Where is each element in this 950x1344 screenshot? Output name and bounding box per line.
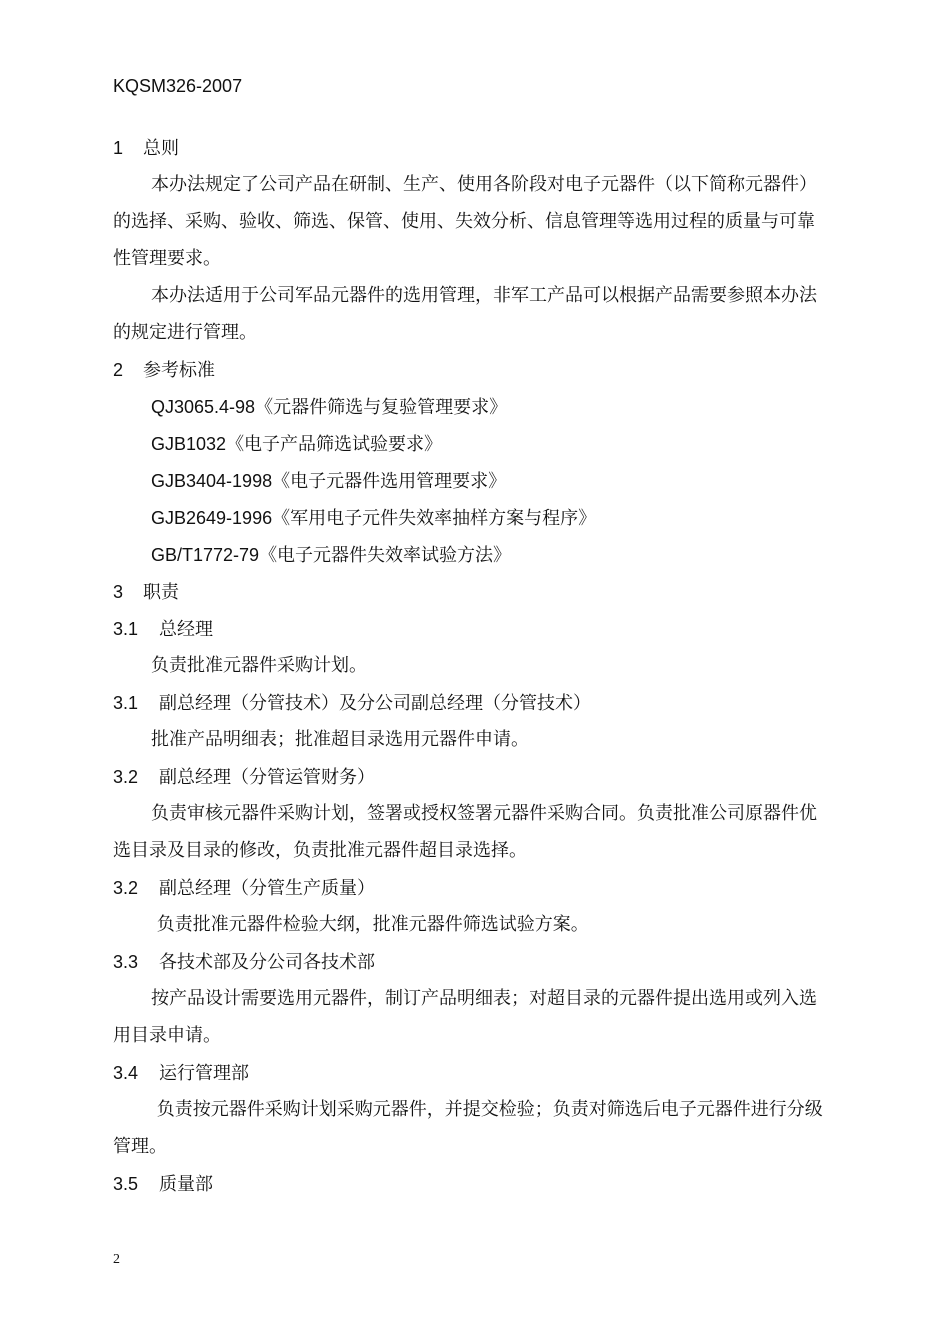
paragraph-line: 本办法适用于公司军品元器件的选用管理，非军工产品可以根据产品需要参照本办法 [151, 285, 817, 306]
section-title: 职责 [143, 582, 179, 603]
page-number: 2 [113, 1252, 120, 1267]
subsection-heading [113, 1170, 863, 1207]
section-heading [113, 356, 863, 393]
subsection-number: 3.4 [113, 1063, 139, 1083]
reference-title: 《电子元器件选用管理要求》 [272, 471, 507, 492]
subsection-number: 3.3 [113, 952, 139, 972]
paragraph-line: 负责批准元器件检验大纲，批准元器件筛选试验方案。 [151, 914, 589, 935]
reference-item [113, 393, 863, 430]
subsection-number: 3.1 [113, 693, 139, 713]
subsection-heading [113, 1059, 863, 1096]
section-number: 3 [113, 582, 124, 602]
reference-code: GJB1032 [151, 434, 227, 454]
reference-title: 《电子产品筛选试验要求》 [226, 434, 443, 455]
section-number: 1 [113, 138, 124, 158]
subsection-heading [113, 689, 863, 726]
reference-title: 《电子元器件失效率试验方法》 [259, 545, 512, 566]
section-heading [113, 134, 863, 171]
subsection-number: 3.2 [113, 767, 139, 787]
subsection-heading [113, 874, 863, 911]
paragraph-line: 性管理要求。 [113, 248, 221, 269]
reference-code: GB/T1772-79 [151, 545, 260, 565]
reference-item [113, 430, 863, 467]
subsection-title: 运行管理部 [159, 1063, 249, 1084]
subsection-title: 总经理 [159, 619, 213, 640]
paragraph-line: 的规定进行管理。 [113, 322, 257, 343]
paragraph-line: 的选择、采购、验收、筛选、保管、使用、失效分析、信息管理等选用过程的质量与可靠 [113, 211, 815, 232]
section-title: 总则 [143, 138, 179, 159]
subsection-title: 质量部 [159, 1174, 213, 1195]
reference-code: GJB2649-1996 [151, 508, 273, 528]
subsection-title: 副总经理（分管运管财务） [159, 767, 375, 788]
reference-item [113, 467, 863, 504]
paragraph-line: 负责审核元器件采购计划，签署或授权签署元器件采购合同。负责批准公司原器件优 [151, 803, 817, 824]
paragraph-line: 负责按元器件采购计划采购元器件，并提交检验；负责对筛选后电子元器件进行分级 [151, 1099, 823, 1120]
subsection-heading [113, 948, 863, 985]
subsection-number: 3.2 [113, 878, 139, 898]
reference-title: 《军用电子元件失效率抽样方案与程序》 [272, 508, 597, 529]
section-title: 参考标准 [143, 360, 215, 381]
paragraph-line: 按产品设计需要选用元器件，制订产品明细表；对超目录的元器件提出选用或列入选 [151, 988, 817, 1009]
subsection-heading [113, 763, 863, 800]
subsection-title: 各技术部及分公司各技术部 [159, 952, 375, 973]
reference-item [113, 541, 863, 578]
paragraph-line: 负责批准元器件采购计划。 [151, 655, 367, 676]
reference-code: GJB3404-1998 [151, 471, 273, 491]
document-body [113, 134, 863, 1207]
document-code: KQSM326-2007 [113, 76, 243, 96]
section-heading [113, 578, 863, 615]
subsection-number: 3.5 [113, 1174, 139, 1194]
paragraph-line: 本办法规定了公司产品在研制、生产、使用各阶段对电子元器件（以下简称元器件） [151, 174, 817, 195]
paragraph-line: 用目录申请。 [113, 1025, 221, 1046]
reference-code: QJ3065.4-98 [151, 397, 256, 417]
paragraph-line: 批准产品明细表；批准超目录选用元器件申请。 [151, 729, 529, 750]
section-number: 2 [113, 360, 124, 380]
reference-item [113, 504, 863, 541]
subsection-title: 副总经理（分管技术）及分公司副总经理（分管技术） [159, 693, 591, 714]
reference-title: 《元器件筛选与复验管理要求》 [255, 397, 508, 418]
subsection-heading [113, 615, 863, 652]
subsection-title: 副总经理（分管生产质量） [159, 878, 375, 899]
paragraph-line: 管理。 [113, 1136, 167, 1157]
paragraph-line: 选目录及目录的修改，负责批准元器件超目录选择。 [113, 840, 527, 861]
subsection-number: 3.1 [113, 619, 139, 639]
